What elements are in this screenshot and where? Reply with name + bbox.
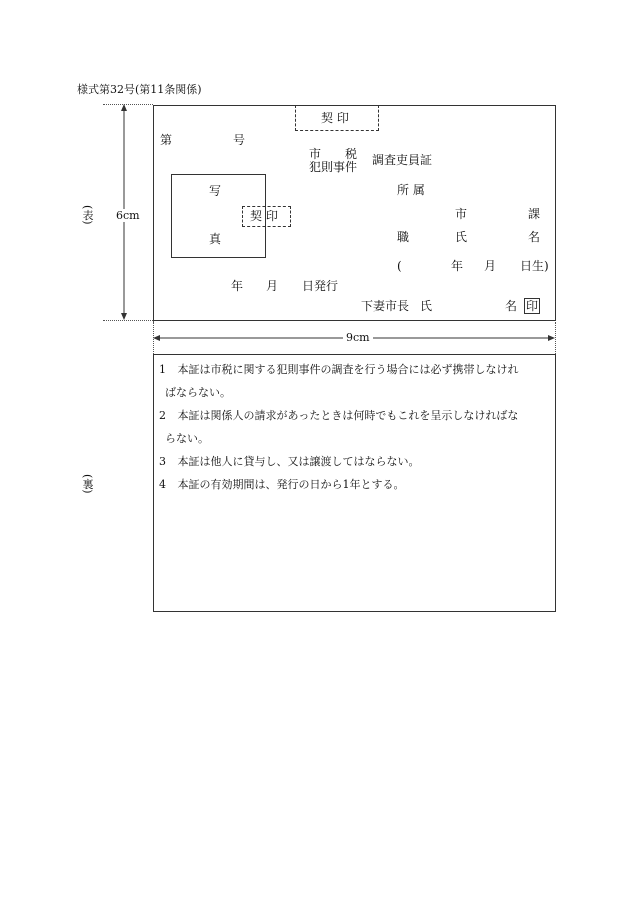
front-label-text: 表 xyxy=(81,209,94,221)
given-name-label: 名 xyxy=(528,230,541,244)
back-item-4-line1: 本証の有効期間は、発行の日から1年とする。 xyxy=(177,478,405,491)
mayor-given-name-label: 名 xyxy=(505,299,518,313)
seal-top-text: 契 印 xyxy=(321,111,349,125)
mayor-surname-label: 氏 xyxy=(420,299,433,313)
back-item-2-line1: 本証は関係人の請求があったときは何時でもこれを呈示しなければな xyxy=(177,409,519,422)
back-item-2-number: 2 xyxy=(159,409,166,422)
back-item-3 xyxy=(159,455,555,469)
form-title: 様式第32号(第11条関係) xyxy=(77,83,202,96)
issue-month-label: 月 xyxy=(266,279,279,293)
number-suffix: 号 xyxy=(233,133,246,147)
back-item-3-line1: 本証は他人に貸与し、又は譲渡してはならない。 xyxy=(177,455,420,468)
back-item-2-line2: らない。 xyxy=(165,432,209,445)
back-item-1 xyxy=(159,363,555,377)
photo-label-bottom: 真 xyxy=(209,232,222,246)
birth-year-label: 年 xyxy=(451,259,464,273)
birth-open-paren: ( xyxy=(397,259,402,273)
width-label: 9cm xyxy=(343,332,373,343)
back-item-1-number: 1 xyxy=(159,363,166,376)
affiliation-label: 所 属 xyxy=(397,183,425,197)
back-label-text: 裏 xyxy=(81,478,94,490)
back-item-2 xyxy=(159,409,555,423)
back-item-3-number: 3 xyxy=(159,455,166,468)
back-item-1-line1: 本証は市税に関する犯則事件の調査を行う場合には必ず携帯しなけれ xyxy=(177,363,519,376)
section-label: 課 xyxy=(528,207,541,221)
issue-year-label: 年 xyxy=(231,279,244,293)
surname-label: 氏 xyxy=(455,230,468,244)
city-label: 市 xyxy=(455,207,468,221)
height-label: 6cm xyxy=(116,209,140,222)
back-item-4-number: 4 xyxy=(159,478,166,491)
stamp-icon: 印 xyxy=(526,299,539,313)
number-prefix: 第 xyxy=(160,133,173,147)
card-title: 調査吏員証 xyxy=(372,153,433,167)
photo-label-top: 写 xyxy=(209,184,222,198)
mayor-title: 下妻市長 xyxy=(361,299,410,313)
criminal-case-label: 犯則事件 xyxy=(309,160,358,174)
back-label: (裏) xyxy=(81,474,94,494)
birth-month-label: 月 xyxy=(484,259,497,273)
position-label: 職 xyxy=(397,230,410,244)
birth-day-label: 日生) xyxy=(520,259,549,273)
seal-mid-text: 契 印 xyxy=(250,209,278,223)
issue-day-label: 日発行 xyxy=(302,279,339,293)
city-tax-label: 市 税 xyxy=(309,147,358,161)
back-item-1-line2: ばならない。 xyxy=(165,386,231,399)
front-label: (表) xyxy=(81,205,94,225)
back-item-4 xyxy=(159,478,555,492)
